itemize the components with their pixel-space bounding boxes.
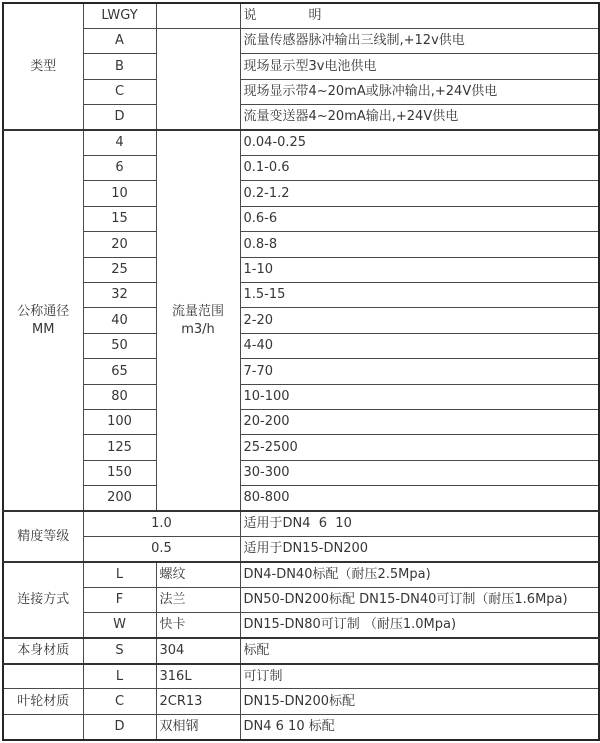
impeller-code-cell: L	[83, 664, 156, 689]
accuracy-value-cell: 1.0	[83, 511, 240, 536]
range-cell: 0.1-0.6	[240, 155, 599, 180]
description-header: 说 明	[240, 3, 599, 28]
type-code-cell: B	[83, 54, 156, 79]
diameter-label-line2: MM	[32, 321, 55, 337]
dn-cell: 40	[83, 308, 156, 333]
dn-cell: 200	[83, 486, 156, 511]
diameter-label-line1: 公称通径	[17, 304, 70, 320]
row-type-c	[3, 79, 599, 104]
accuracy-desc-cell: 适用于DN15-DN200	[240, 537, 599, 562]
dn-cell: 4	[83, 130, 156, 155]
connection-name-cell: 快卡	[156, 613, 240, 638]
range-cell: 10-100	[240, 384, 599, 409]
row-accuracy-2	[3, 537, 599, 562]
range-cell: 0.8-8	[240, 232, 599, 257]
dn-cell: 25	[83, 257, 156, 282]
row-dn-25	[3, 257, 599, 282]
row-dn-80	[3, 384, 599, 409]
flow-range-label-line2: m3/h	[181, 321, 215, 337]
dn-cell: 100	[83, 410, 156, 435]
impeller-desc-cell: 可订制	[240, 664, 599, 689]
type-code-cell: C	[83, 79, 156, 104]
accuracy-value-cell: 0.5	[83, 537, 240, 562]
row-type-b	[3, 54, 599, 79]
section-label-diameter	[3, 130, 83, 511]
row-dn-200	[3, 486, 599, 511]
dn-cell: 32	[83, 282, 156, 307]
dn-cell: 50	[83, 333, 156, 358]
dn-cell: 20	[83, 232, 156, 257]
row-dn-100	[3, 410, 599, 435]
range-cell: 0.04-0.25	[240, 130, 599, 155]
type-code-cell: A	[83, 28, 156, 53]
empty-label-cell	[3, 664, 83, 689]
row-accuracy-1	[3, 511, 599, 536]
section-label-body-material: 本身材质	[3, 638, 83, 663]
row-impeller-c	[3, 689, 599, 714]
dn-cell: 80	[83, 384, 156, 409]
connection-desc-cell: DN4-DN40标配（耐压2.5Mpa)	[240, 562, 599, 587]
impeller-code-cell: D	[83, 714, 156, 740]
impeller-code-cell: C	[83, 689, 156, 714]
flow-range-header	[156, 130, 240, 511]
dn-cell: 6	[83, 155, 156, 180]
row-dn-10	[3, 181, 599, 206]
row-dn-125	[3, 435, 599, 460]
empty-spacer-cell	[156, 28, 240, 130]
row-dn-4	[3, 130, 599, 155]
type-desc-cell: 现场显示带4~20mA或脉冲输出,+24V供电	[240, 79, 599, 104]
range-cell: 2-20	[240, 308, 599, 333]
row-dn-50	[3, 333, 599, 358]
row-type-header	[3, 3, 599, 28]
row-dn-40	[3, 308, 599, 333]
row-type-d	[3, 105, 599, 130]
impeller-name-cell: 双相钢	[156, 714, 240, 740]
row-type-a	[3, 28, 599, 53]
range-cell: 0.2-1.2	[240, 181, 599, 206]
row-connection-l	[3, 562, 599, 587]
connection-code-cell: W	[83, 613, 156, 638]
dn-cell: 10	[83, 181, 156, 206]
section-label-accuracy: 精度等级	[3, 511, 83, 562]
type-desc-cell: 现场显示型3v电池供电	[240, 54, 599, 79]
row-dn-6	[3, 155, 599, 180]
body-material-code-cell: S	[83, 638, 156, 663]
range-cell: 20-200	[240, 410, 599, 435]
dn-cell: 15	[83, 206, 156, 231]
dn-cell: 125	[83, 435, 156, 460]
range-cell: 0.6-6	[240, 206, 599, 231]
range-cell: 7-70	[240, 359, 599, 384]
impeller-desc-cell: DN4 6 10 标配	[240, 714, 599, 740]
row-body-material-s	[3, 638, 599, 663]
connection-code-cell: L	[83, 562, 156, 587]
row-dn-15	[3, 206, 599, 231]
connection-name-cell: 螺纹	[156, 562, 240, 587]
range-cell: 30-300	[240, 460, 599, 485]
range-cell: 80-800	[240, 486, 599, 511]
row-dn-20	[3, 232, 599, 257]
spec-table	[2, 2, 600, 741]
range-cell: 25-2500	[240, 435, 599, 460]
type-desc-cell: 流量传感器脉冲输出三线制,+12v供电	[240, 28, 599, 53]
range-cell: 1-10	[240, 257, 599, 282]
section-label-type: 类型	[3, 3, 83, 130]
connection-desc-cell: DN15-DN80可订制 （耐压1.0Mpa)	[240, 613, 599, 638]
type-code-cell: D	[83, 105, 156, 130]
section-label-impeller: 叶轮材质	[3, 689, 83, 714]
range-cell: 4-40	[240, 333, 599, 358]
accuracy-desc-cell: 适用于DN4 6 10	[240, 511, 599, 536]
model-code-header: LWGY	[83, 3, 156, 28]
range-cell: 1.5-15	[240, 282, 599, 307]
body-material-desc-cell: 标配	[240, 638, 599, 663]
flow-range-label-line1: 流量范围	[171, 304, 224, 320]
connection-code-cell: F	[83, 587, 156, 612]
impeller-name-cell: 316L	[156, 664, 240, 689]
row-connection-f	[3, 587, 599, 612]
empty-label-cell	[3, 714, 83, 740]
type-desc-cell: 流量变送器4~20mA输出,+24V供电	[240, 105, 599, 130]
row-dn-65	[3, 359, 599, 384]
connection-desc-cell: DN50-DN200标配 DN15-DN40可订制（耐压1.6Mpa)	[240, 587, 599, 612]
section-label-connection: 连接方式	[3, 562, 83, 638]
empty-header-cell	[156, 3, 240, 28]
row-dn-150	[3, 460, 599, 485]
row-impeller-d	[3, 714, 599, 740]
connection-name-cell: 法兰	[156, 587, 240, 612]
row-connection-w	[3, 613, 599, 638]
dn-cell: 150	[83, 460, 156, 485]
row-impeller-l	[3, 664, 599, 689]
dn-cell: 65	[83, 359, 156, 384]
impeller-name-cell: 2CR13	[156, 689, 240, 714]
impeller-desc-cell: DN15-DN200标配	[240, 689, 599, 714]
body-material-name-cell: 304	[156, 638, 240, 663]
row-dn-32	[3, 282, 599, 307]
